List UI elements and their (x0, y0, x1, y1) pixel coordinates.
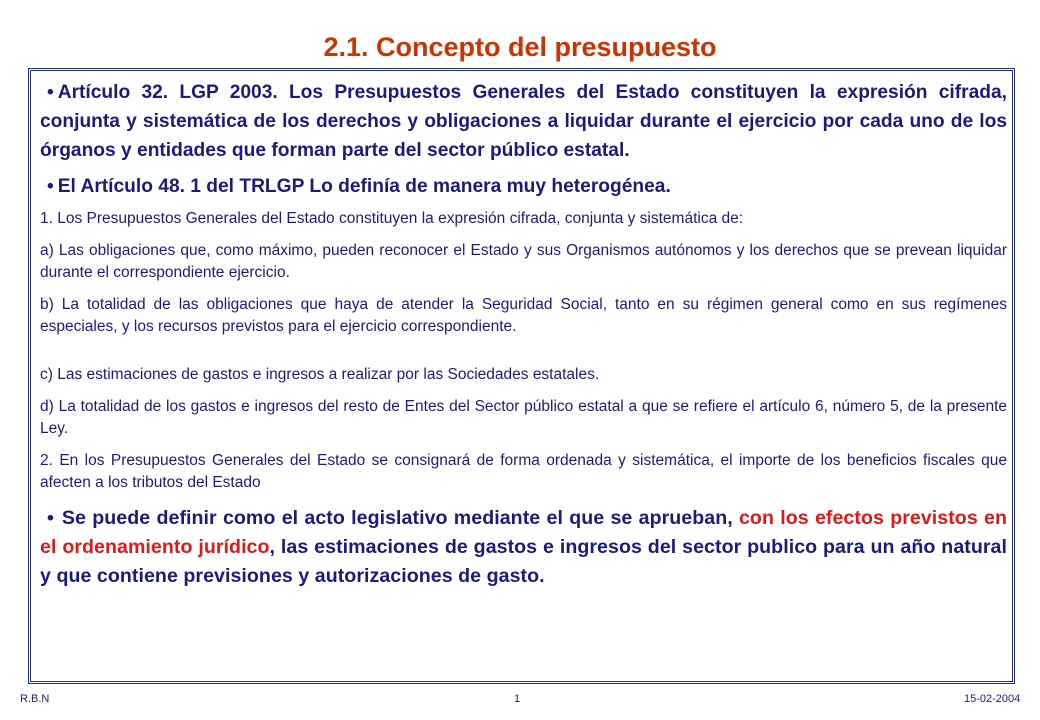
paragraph-2: 2. En los Presupuestos Generales del Estado se consignará de forma ordenada y sistemática, el importe de los beneficios fiscales que afecten a los tributos del Estado (40, 452, 1007, 491)
bullet-icon: • (47, 507, 54, 529)
slide-title: 2.1. Concepto del presupuesto (323, 32, 717, 62)
bullet-icon: • (47, 82, 54, 103)
footer-author: R.B.N (20, 693, 50, 705)
paragraph-b: b) La totalidad de las obligaciones que haya de atender la Seguridad Social, tanto en su régimen general como en sus regímenes especiales, y los recursos previstos para el ejercicio correspondiente. (40, 296, 1007, 335)
bullet-definition (40, 504, 1007, 591)
paragraph-d: d) La totalidad de los gastos e ingresos del resto de Entes del Sector público estatal a que se refiere el artículo 6, número 5, de la presente Ley. (40, 398, 1007, 437)
definition-part-1: Se puede definir como el acto legislativo mediante el que se aprueban, (61, 507, 739, 529)
slide-content (40, 78, 1007, 682)
definition-part-2: , las estimaciones de gastos e ingresos del sector publico para un año natural y que contiene previsiones y autorizaciones de gasto. (40, 536, 1007, 587)
footer-date: 15-02-2004 (964, 693, 1021, 705)
article-48-text: El Artículo 48. 1 del TRLGP Lo definía de manera muy heterogénea. (57, 176, 671, 197)
article-32-text: Artículo 32. LGP 2003. Los Presupuestos Generales del Estado constituyen la expresión cifrada, conjunta y sistemática de los derechos y obligaciones a liquidar durante el ejercicio por cada uno de los órganos y entidades que forman parte del sector público estatal. (40, 82, 1007, 161)
paragraph-c: c) Las estimaciones de gastos e ingresos a realizar por las Sociedades estatales. (40, 366, 600, 383)
paragraph-1: 1. Los Presupuestos Generales del Estado constituyen la expresión cifrada, conjunta y sistemática de: (40, 210, 744, 227)
definition-highlight: con los efectos previstos en el ordenamiento jurídico (40, 507, 1007, 558)
bullet-article-32 (40, 78, 1007, 165)
footer-page-number: 1 (514, 693, 521, 705)
bullet-icon: • (47, 176, 54, 197)
bullet-article-48 (40, 172, 1007, 201)
paragraph-a: a) Las obligaciones que, como máximo, pueden reconocer el Estado y sus Organismos autónomos y los derechos que se prevean liquidar durante el correspondiente ejercicio. (40, 242, 1007, 281)
